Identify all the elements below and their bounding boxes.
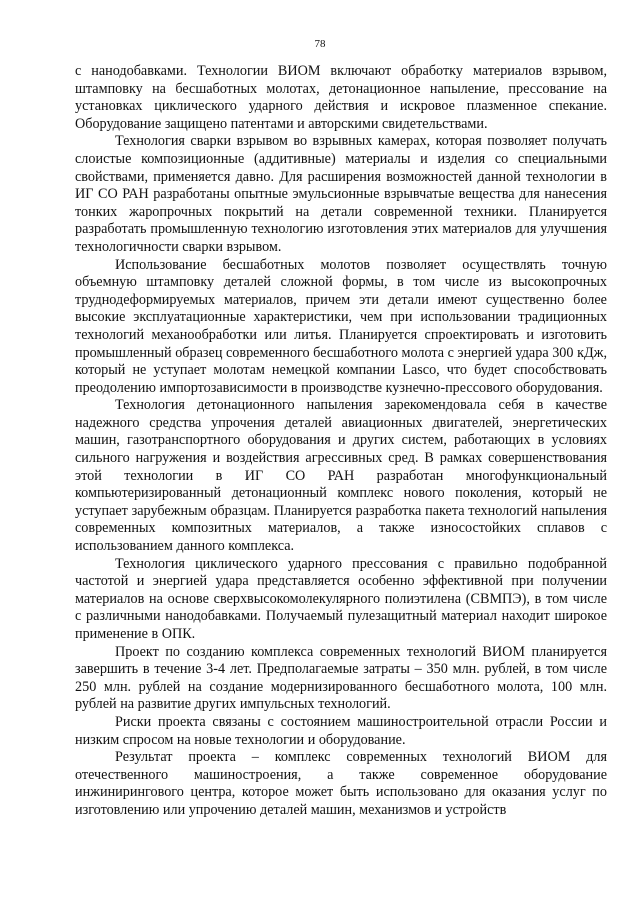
paragraph-3: Использование бесшаботных молотов позволяет осуществлять точную объемную штамповку деталей сложной формы, в том числе из высокопрочных труднодеформируемых материалов, причем эти детали имеют существенно более высокие эксплуатационные характеристики, чем при использовании традиционных технологий механообработки или литья. Планируется спроектировать и изготовить промышленный образец современного бесшаботного молота с энергией удара 300 кДж, который не уступает молотам немецкой компании Lasco, что будет способствовать преодолению импортозависимости в производстве кузнечно-прессового оборудования. xyxy=(75,256,607,396)
paragraph-5: Технология циклического ударного прессования с правильно подобранной частотой и энергией удара представляется особенно эффективной при получении материалов на основе сверхвысокомолекулярного полиэтилена (СВМПЭ), в том числе с различными нанодобавками. Получаемый пулезащитный материал находит широкое применение в ОПК. xyxy=(75,555,607,642)
page-number: 78 xyxy=(314,38,326,50)
paragraph-2: Технология сварки взрывом во взрывных камерах, которая позволяет получать слоистые композиционные (аддитивные) материалы и изделия со специальными свойствами, применяется давно. Для расширения возможностей данной технологии в ИГ СО РАН разработаны опытные эмульсионные взрывчатые вещества для нанесения тонких жаропрочных покрытий на детали современной техники. Планируется разработать промышленную технологию изготовления этих материалов для улучшения технологичности сварки взрывом. xyxy=(75,133,607,255)
paragraph-6: Проект по созданию комплекса современных технологий ВИОМ планируется завершить в течение 3-4 лет. Предполагаемые затраты – 350 млн. рублей, в том числе 250 млн. рублей на создание модернизированного бесшаботного молота, 100 млн. рублей на развитие других импульсных технологий. xyxy=(75,643,607,713)
paragraph-1: с нанодобавками. Технологии ВИОМ включают обработку материалов взрывом, штамповку на бесшаботных молотах, детонационное напыление, прессование на установках циклического ударного действия и искровое плазменное спекание. Оборудование защищено патентами и авторскими свидетельствами. xyxy=(75,63,607,132)
paragraph-8: Результат проекта – комплекс современных технологий ВИОМ для отечественного машиностроения, а также современное оборудование инжинирингового центра, которое может быть использовано для оказания услуг по изготовлению или упрочению деталей машин, механизмов и устройств xyxy=(75,749,607,818)
paragraph-4: Технология детонационного напыления зарекомендовала себя в качестве надежного средства упрочения деталей авиационных двигателей, энергетических машин, газотранспортного оборудования и других систем, работающих в условиях сильного нагружения и воздействия агрессивных сред. В рамках совершенствования этой технологии в ИГ СО РАН разработан многофункциональный компьютеризированный детонационный комплекс нового поколения, который не уступает зарубежным образцам. Планируется разработка пакета технологий напыления современных композитных материалов, а также износостойких сплавов с использованием данного комплекса. xyxy=(75,397,607,555)
body-text xyxy=(75,63,607,820)
paragraph-7: Риски проекта связаны с состоянием машиностроительной отрасли России и низким спросом на новые технологии и оборудование. xyxy=(75,713,607,748)
